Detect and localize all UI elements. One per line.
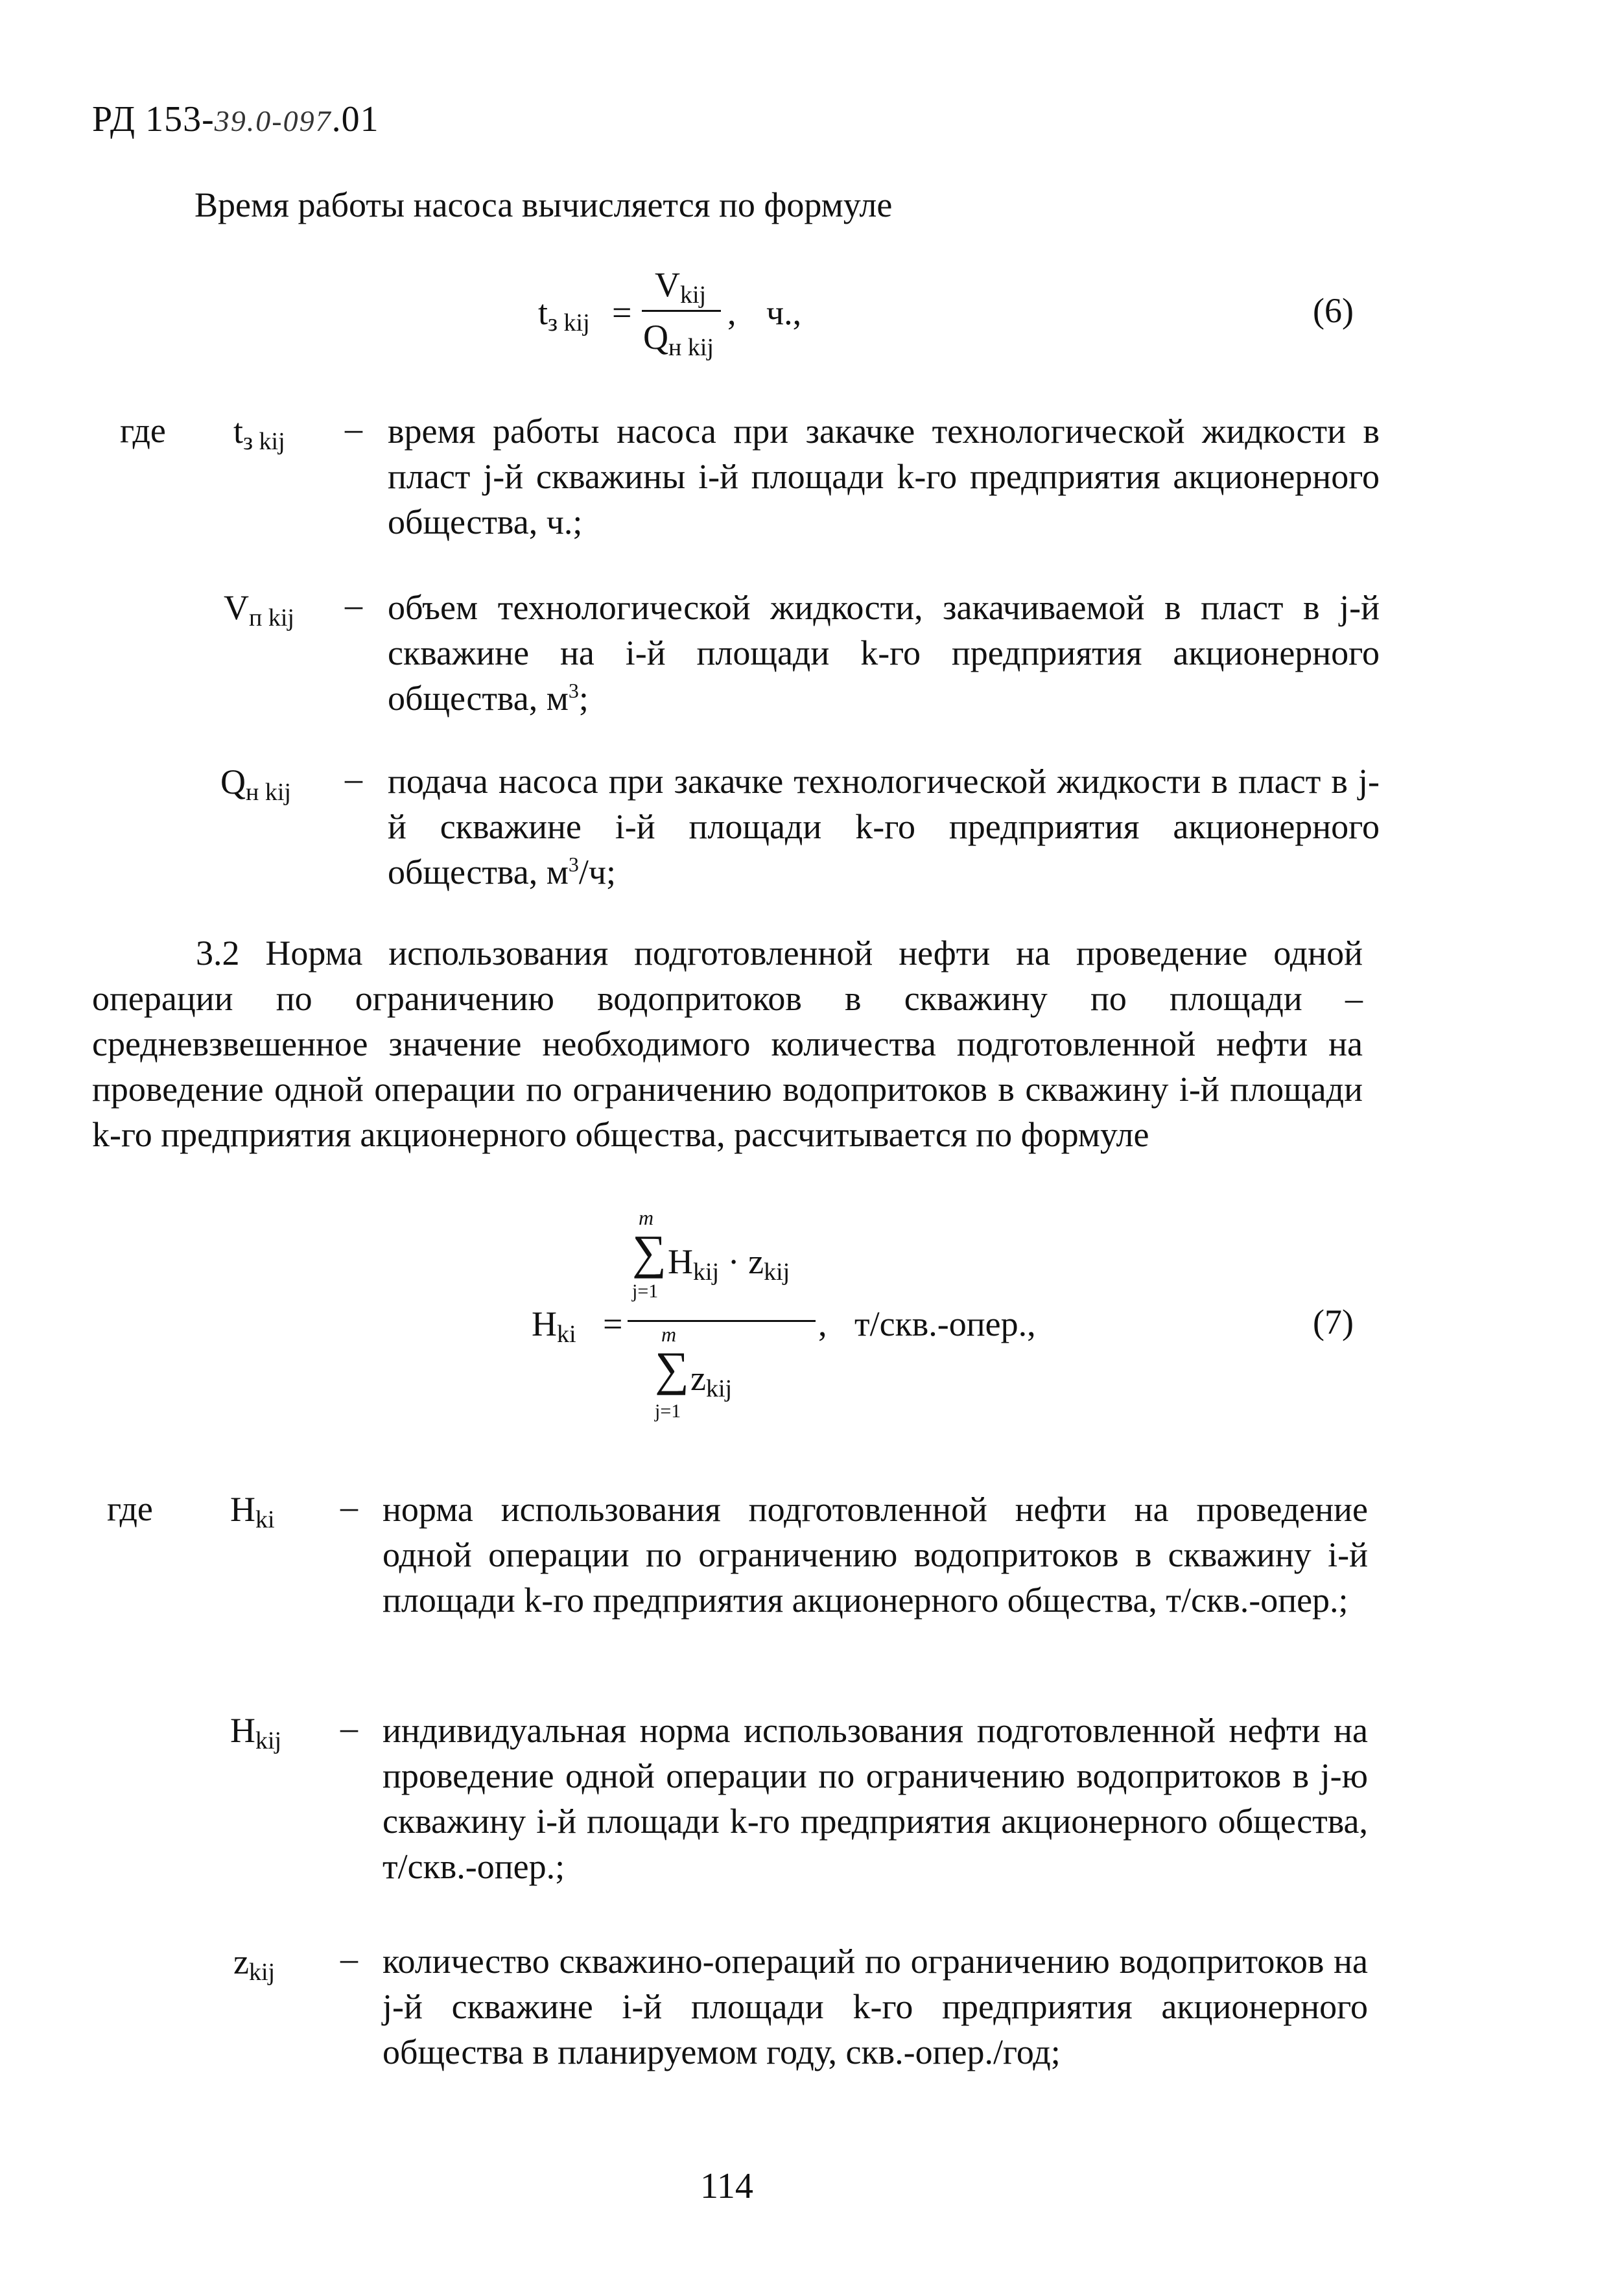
formula-7-fraction-line — [628, 1320, 816, 1322]
definition-dash: – — [340, 1487, 358, 1526]
where-label-2: где — [107, 1489, 153, 1528]
symbol-subscript: н kij — [246, 779, 291, 806]
superscript: 3 — [568, 679, 579, 702]
formula-7-denominator — [690, 1356, 732, 1411]
definition-dash: – — [340, 1708, 358, 1747]
definition-text-hki: норма использования подготовленной нефти на проведение одной операции по ограничению водопритоков в скважину i-й площади k-го предприятия акционерного общества, т/скв.-опер.; — [382, 1490, 1368, 1620]
formula-6-lhs-subscript: з kij — [548, 309, 590, 336]
definition-dash: – — [345, 585, 362, 624]
definition-dash: – — [340, 1939, 358, 1978]
formula-7-den-sum-sign: ∑ — [655, 1343, 689, 1396]
formula-7-unit: т/скв.-опер., — [854, 1304, 1036, 1343]
symbol-main: V — [224, 588, 249, 627]
formula-7-den-sum-upper: m — [661, 1323, 677, 1346]
formula-7-den-z: z — [690, 1359, 706, 1398]
page-number: 114 — [700, 2166, 753, 2206]
definition-symbol-hkij — [230, 1710, 281, 1755]
formula-7-den-sum-lower: j=1 — [655, 1400, 681, 1422]
formula-7-lhs-symbol: H — [532, 1304, 557, 1343]
symbol-main: Q — [220, 762, 246, 801]
definition-text-q-main: подача насоса при закачке технологической жидкости в пласт в j-й скважине i-й площади k-го предприятия акционерного общества, м — [388, 762, 1380, 891]
formula-7-num-h-sub: kij — [693, 1258, 720, 1286]
formula-6-numerator-symbol: V — [655, 265, 680, 304]
definition-symbol-hki — [230, 1489, 275, 1534]
definition-text-t: время работы насоса при закачке технологической жидкости в пласт j-й скважины i-й площади k-го предприятия акционерного общества, ч.; — [388, 412, 1380, 541]
formula-6-numerator-subscript: kij — [680, 281, 707, 309]
formula-6-denominator-subscript: н kij — [668, 334, 714, 361]
formula-7-num-z: z — [748, 1242, 764, 1281]
formula-7-equals: = — [603, 1304, 623, 1343]
formula-7-num-sum-upper: m — [639, 1206, 654, 1229]
definition-text-v-main: объем технологической жидкости, закачиваемой в пласт в j-й скважине на i-й площади k-го предприятия акционерного общества, м — [388, 588, 1380, 718]
formula-7-num-sum-sign: ∑ — [632, 1226, 666, 1279]
definition-text-q-tail: /ч; — [578, 853, 617, 891]
document-code-handwritten: 39.0-097 — [214, 104, 332, 137]
formula-6-denominator-symbol: Q — [643, 318, 668, 357]
definition-text-v-tail: ; — [578, 679, 589, 718]
paragraph-3-2: 3.2 Норма использования подготовленной нефти на проведение одной операции по ограничению водопритоков в скважину по площади – средневзвешенное значение необходимого количества подготовленной нефти на проведение одной операции по ограничению водопритоков в скважину i-й площади k-го предприятия акционерного общества, рассчитывается по формуле — [92, 934, 1363, 1154]
symbol-subscript: ki — [255, 1506, 275, 1533]
symbol-main: z — [233, 1942, 249, 1981]
definition-symbol-zkij — [233, 1942, 275, 1986]
where-label-1: где — [120, 411, 166, 450]
formula-6-comma: , — [727, 293, 736, 332]
symbol-subscript: kij — [248, 1959, 276, 1986]
formula-7-lhs-subscript: ki — [557, 1321, 576, 1348]
superscript: 3 — [568, 853, 579, 876]
definition-text-hkij: индивидуальная норма использования подготовленной нефти на проведение одной операции по ограничению водопритоков в j-ю скважину i-й площади k-го предприятия акционерного общества, т/скв.-опер.; — [382, 1711, 1368, 1886]
definition-dash: – — [345, 759, 362, 798]
formula-7-num-z-sub: kij — [764, 1258, 790, 1286]
definition-text-zkij: количество скважино-операций по ограничению водопритоков на j-й скважине i-й площади k-го предприятия акционерного общества в планируемом году, скв.-опер./год; — [382, 1942, 1368, 2071]
symbol-main: t — [233, 412, 244, 451]
formula-7-num-dot: · — [727, 1242, 740, 1281]
symbol-main: H — [230, 1711, 255, 1750]
formula-7-lhs — [532, 1302, 576, 1356]
formula-7-num-sum-lower: j=1 — [632, 1280, 659, 1302]
formula-7-num-h: H — [668, 1242, 693, 1281]
formula-7-number: (7) — [1313, 1303, 1354, 1341]
formula-6-unit: ч., — [766, 293, 802, 332]
formula-6-equals: = — [612, 293, 632, 332]
formula-6-lhs-symbol: t — [538, 293, 548, 332]
symbol-main: H — [230, 1490, 255, 1529]
document-code-suffix: .01 — [331, 99, 379, 139]
formula-6-number: (6) — [1313, 291, 1354, 330]
formula-7-numerator — [668, 1240, 790, 1294]
formula-7-comma: , — [818, 1304, 827, 1343]
intro-text: Время работы насоса вычисляется по формуле — [194, 185, 893, 224]
symbol-subscript: kij — [255, 1727, 282, 1754]
symbol-subscript: п kij — [249, 604, 294, 631]
definition-dash: – — [345, 409, 362, 448]
symbol-subscript: з kij — [243, 428, 285, 455]
document-code-prefix: РД 153- — [92, 99, 215, 139]
formula-7-den-z-sub: kij — [705, 1375, 733, 1402]
